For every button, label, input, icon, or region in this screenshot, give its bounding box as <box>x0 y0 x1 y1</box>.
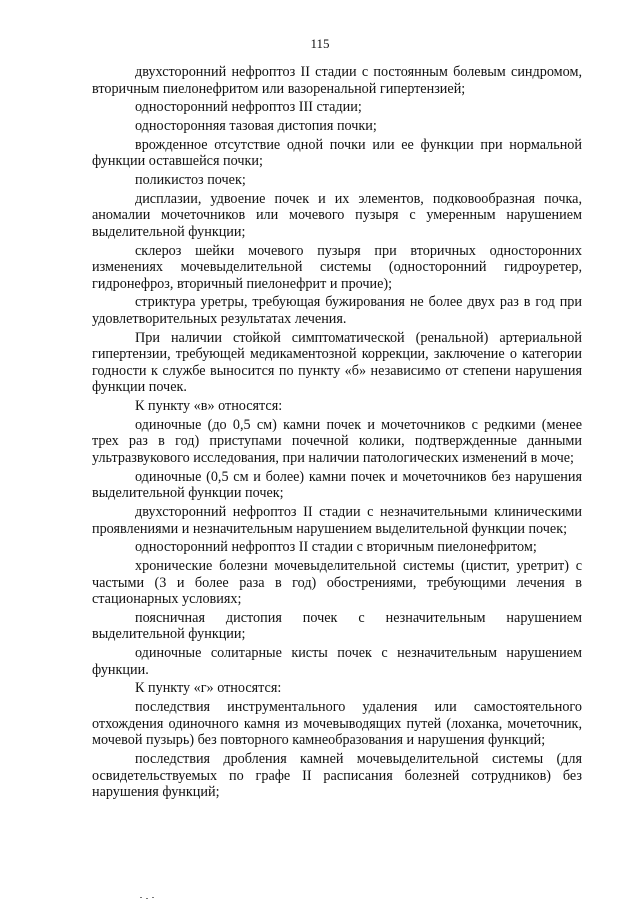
paragraph: При наличии стойкой симптоматической (ренальной) артериальной гипертензии, требующей медикаментозной коррекции, заключение о категории годности к службе выносится по пункту «б» независимо от степени нарушения функции почек. <box>92 329 582 396</box>
paragraph: стриктура уретры, требующая бужирования не более двух раз в год при удовлетворительных результатах лечения. <box>92 294 582 327</box>
paragraph: поясничная дистопия почек с незначительным нарушением выделительной функции; <box>92 609 582 643</box>
section-heading: К пункту «в» относятся: <box>135 398 283 415</box>
document-body <box>92 64 582 803</box>
paragraph: одиночные (до 0,5 см) камни почек и мочеточников с редкими (менее трех раз в год) приступами почечной колики, подтвержденные данными ультразвукового исследования, при наличии патологических изменений в моче; <box>92 416 582 466</box>
paragraph: односторонняя тазовая дистопия почки; <box>135 117 377 134</box>
paragraph: последствия дробления камней мочевыделительной системы (для освидетельствуемых по графе II расписания болезней сотрудников) без нарушения функций; <box>92 750 582 801</box>
paragraph: одиночные солитарные кисты почек с незначительным нарушением функции. <box>92 645 582 678</box>
paragraph: одиночные (0,5 см и более) камни почек и мочеточников без нарушения выделительной функции почек; <box>92 468 582 502</box>
scan-artifact <box>146 898 148 899</box>
paragraph: врожденное отсутствие одной почки или ее функции при нормальной функции оставшейся почки; <box>92 136 582 170</box>
scan-artifact <box>152 897 154 898</box>
paragraph: двухсторонний нефроптоз II стадии с постоянным болевым синдромом, вторичным пиелонефритом или вазоренальной гипертензией; <box>92 64 582 97</box>
scan-artifact <box>140 897 142 898</box>
section-heading: К пункту «г» относятся: <box>135 680 282 697</box>
paragraph: дисплазии, удвоение почек и их элементов, подковообразная почка, аномалии мочеточников или мочевого пузыря с умеренным нарушением выделительной функции; <box>92 190 582 240</box>
paragraph: хронические болезни мочевыделительной системы (цистит, уретрит) с частыми (3 и более раза в год) обострениями, требующими лечения в стационарных условиях; <box>92 557 582 608</box>
page-number: 115 <box>310 36 330 51</box>
paragraph: односторонний нефроптоз II стадии с вторичным пиелонефритом; <box>135 539 537 556</box>
paragraph: поликистоз почек; <box>135 171 246 188</box>
paragraph: двухсторонний нефроптоз II стадии с незначительными клиническими проявлениями и незначительным нарушением выделительной функции почек; <box>92 503 582 537</box>
paragraph: последствия инструментального удаления или самостоятельного отхождения одиночного камня из мочевыводящих путей (лоханка, мочеточник, мочевой пузырь) без повторного камнеобразования и нарушения функций; <box>92 699 582 749</box>
paragraph: склероз шейки мочевого пузыря при вторичных односторонних изменениях мочевыделительной системы (односторонний гидроуретер, гидронефроз, вторичный пиелонефрит и прочие); <box>92 242 582 292</box>
paragraph: односторонний нефроптоз III стадии; <box>135 99 362 116</box>
